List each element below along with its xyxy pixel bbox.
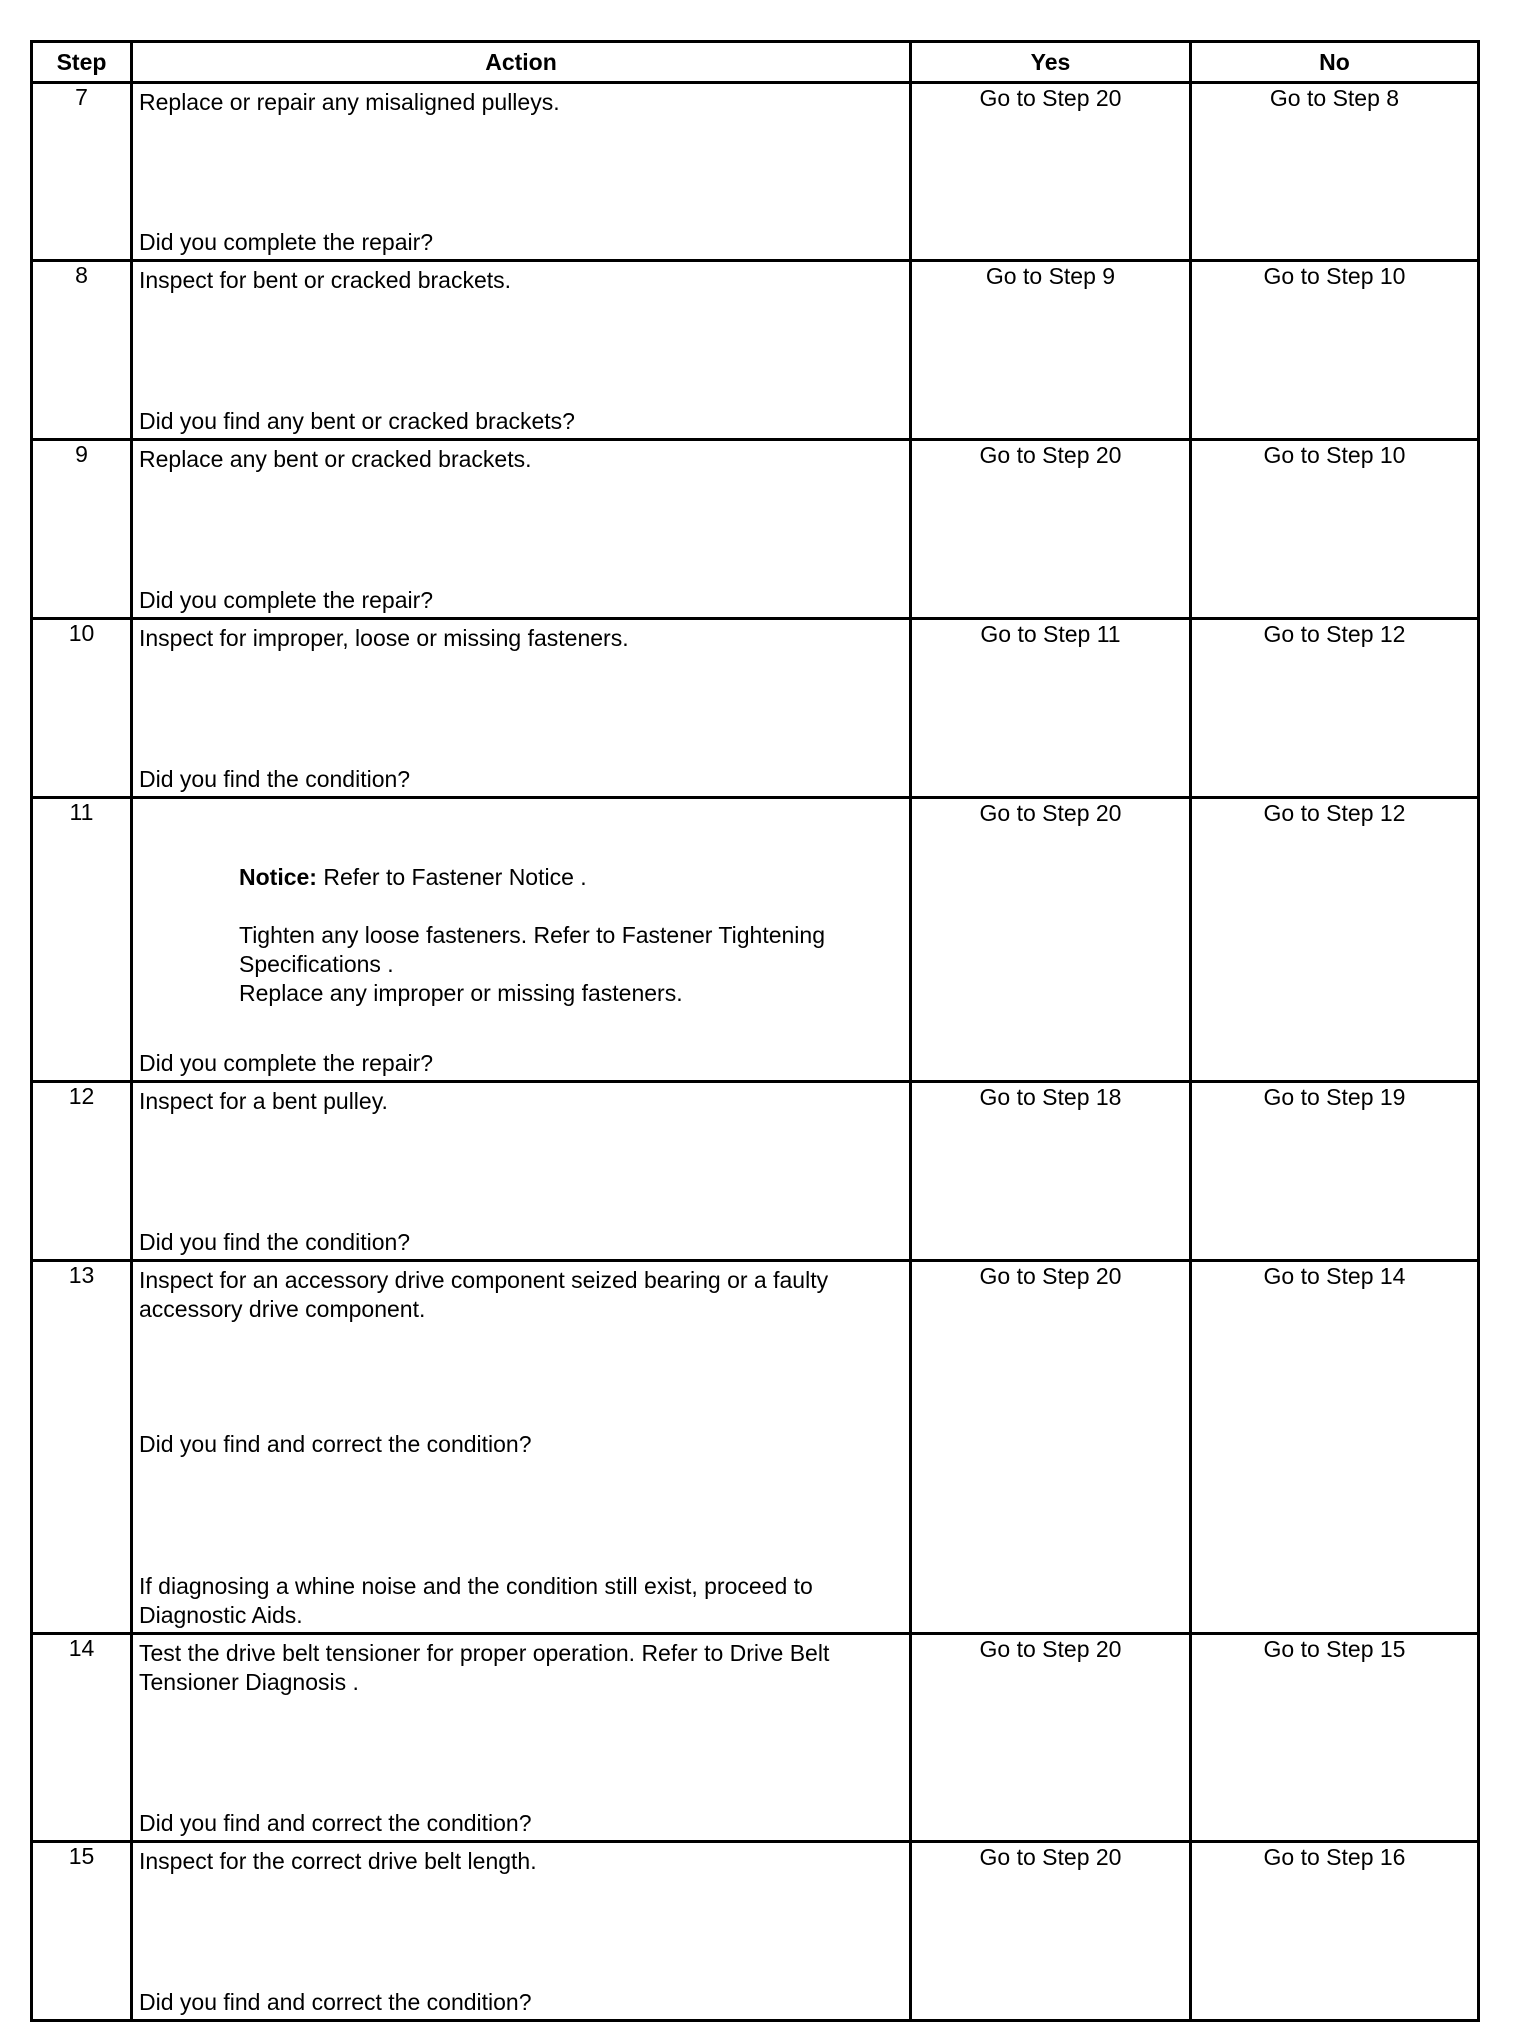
yes-answer: Go to Step 20: [911, 440, 1191, 619]
yes-answer: Go to Step 9: [911, 261, 1191, 440]
step-number: 10: [32, 619, 132, 798]
yes-answer: Go to Step 20: [911, 798, 1191, 1082]
step-number: 7: [32, 83, 132, 261]
notice-line: [239, 863, 889, 892]
table-row: [32, 83, 1479, 261]
table-row: [32, 1082, 1479, 1261]
yes-answer: Go to Step 18: [911, 1082, 1191, 1261]
instruction-tighten: Tighten any loose fasteners. Refer to Fastener Tightening Specifications .: [239, 922, 825, 977]
action-question: Did you find and correct the condition?: [139, 1989, 532, 2015]
action-question: Did you find and correct the condition?: [139, 1431, 532, 1457]
action-cell: [132, 1634, 911, 1842]
yes-answer: Go to Step 11: [911, 619, 1191, 798]
no-answer: Go to Step 19: [1191, 1082, 1479, 1261]
action-question: Did you complete the repair?: [139, 587, 434, 613]
step-number: 9: [32, 440, 132, 619]
table-row: [32, 798, 1479, 1082]
action-question: Did you complete the repair?: [139, 229, 434, 255]
action-followup: If diagnosing a whine noise and the condition still exist, proceed to Diagnostic Aids.: [139, 1573, 813, 1628]
step-number: 8: [32, 261, 132, 440]
action-text: Inspect for improper, loose or missing fasteners.: [139, 625, 629, 651]
action-question: Did you find the condition?: [139, 1229, 411, 1255]
yes-answer: Go to Step 20: [911, 1261, 1191, 1634]
action-question: Did you find any bent or cracked brackets?: [139, 408, 575, 434]
action-text: Test the drive belt tensioner for proper operation. Refer to Drive Belt Tensioner Diagnosis .: [139, 1640, 830, 1695]
step-number: 12: [32, 1082, 132, 1261]
table-row: [32, 440, 1479, 619]
step-number: 11: [32, 798, 132, 1082]
notice-label: Notice:: [239, 864, 317, 890]
no-answer: Go to Step 8: [1191, 83, 1479, 261]
action-text: Replace or repair any misaligned pulleys.: [139, 89, 560, 115]
action-text: Replace any bent or cracked brackets.: [139, 446, 532, 472]
action-question: Did you find and correct the condition?: [139, 1810, 532, 1836]
action-question: Did you complete the repair?: [139, 1050, 434, 1076]
header-step: Step: [32, 42, 132, 83]
action-cell: [132, 1261, 911, 1634]
instruction-replace: Replace any improper or missing fasteners.: [239, 980, 683, 1006]
action-cell: [132, 261, 911, 440]
no-answer: Go to Step 12: [1191, 619, 1479, 798]
action-text: Inspect for a bent pulley.: [139, 1088, 388, 1114]
table-row: [32, 1261, 1479, 1634]
action-cell: [132, 83, 911, 261]
action-text: Inspect for an accessory drive component seized bearing or a faulty accessory drive component.: [139, 1267, 829, 1322]
step-number: 15: [32, 1842, 132, 2021]
action-cell: [132, 798, 911, 1082]
header-action: Action: [132, 42, 911, 83]
no-answer: Go to Step 10: [1191, 261, 1479, 440]
table-row: [32, 1634, 1479, 1842]
no-answer: Go to Step 14: [1191, 1261, 1479, 1634]
yes-answer: Go to Step 20: [911, 1842, 1191, 2021]
action-text: Inspect for bent or cracked brackets.: [139, 267, 512, 293]
header-row: [32, 42, 1479, 83]
action-text: Inspect for the correct drive belt length.: [139, 1848, 537, 1874]
action-question: Did you find the condition?: [139, 766, 411, 792]
header-no: No: [1191, 42, 1479, 83]
diagnostic-table: [30, 40, 1480, 2022]
no-answer: Go to Step 15: [1191, 1634, 1479, 1842]
table-row: [32, 619, 1479, 798]
no-answer: Go to Step 12: [1191, 798, 1479, 1082]
notice-text: Refer to Fastener Notice .: [316, 864, 587, 890]
yes-answer: Go to Step 20: [911, 1634, 1191, 1842]
no-answer: Go to Step 16: [1191, 1842, 1479, 2021]
action-cell: [132, 1082, 911, 1261]
action-cell: [132, 440, 911, 619]
action-cell: [132, 619, 911, 798]
step-number: 14: [32, 1634, 132, 1842]
action-cell: [132, 1842, 911, 2021]
table-row: [32, 1842, 1479, 2021]
step-number: 13: [32, 1261, 132, 1634]
yes-answer: Go to Step 20: [911, 83, 1191, 261]
header-yes: Yes: [911, 42, 1191, 83]
table-row: [32, 261, 1479, 440]
no-answer: Go to Step 10: [1191, 440, 1479, 619]
